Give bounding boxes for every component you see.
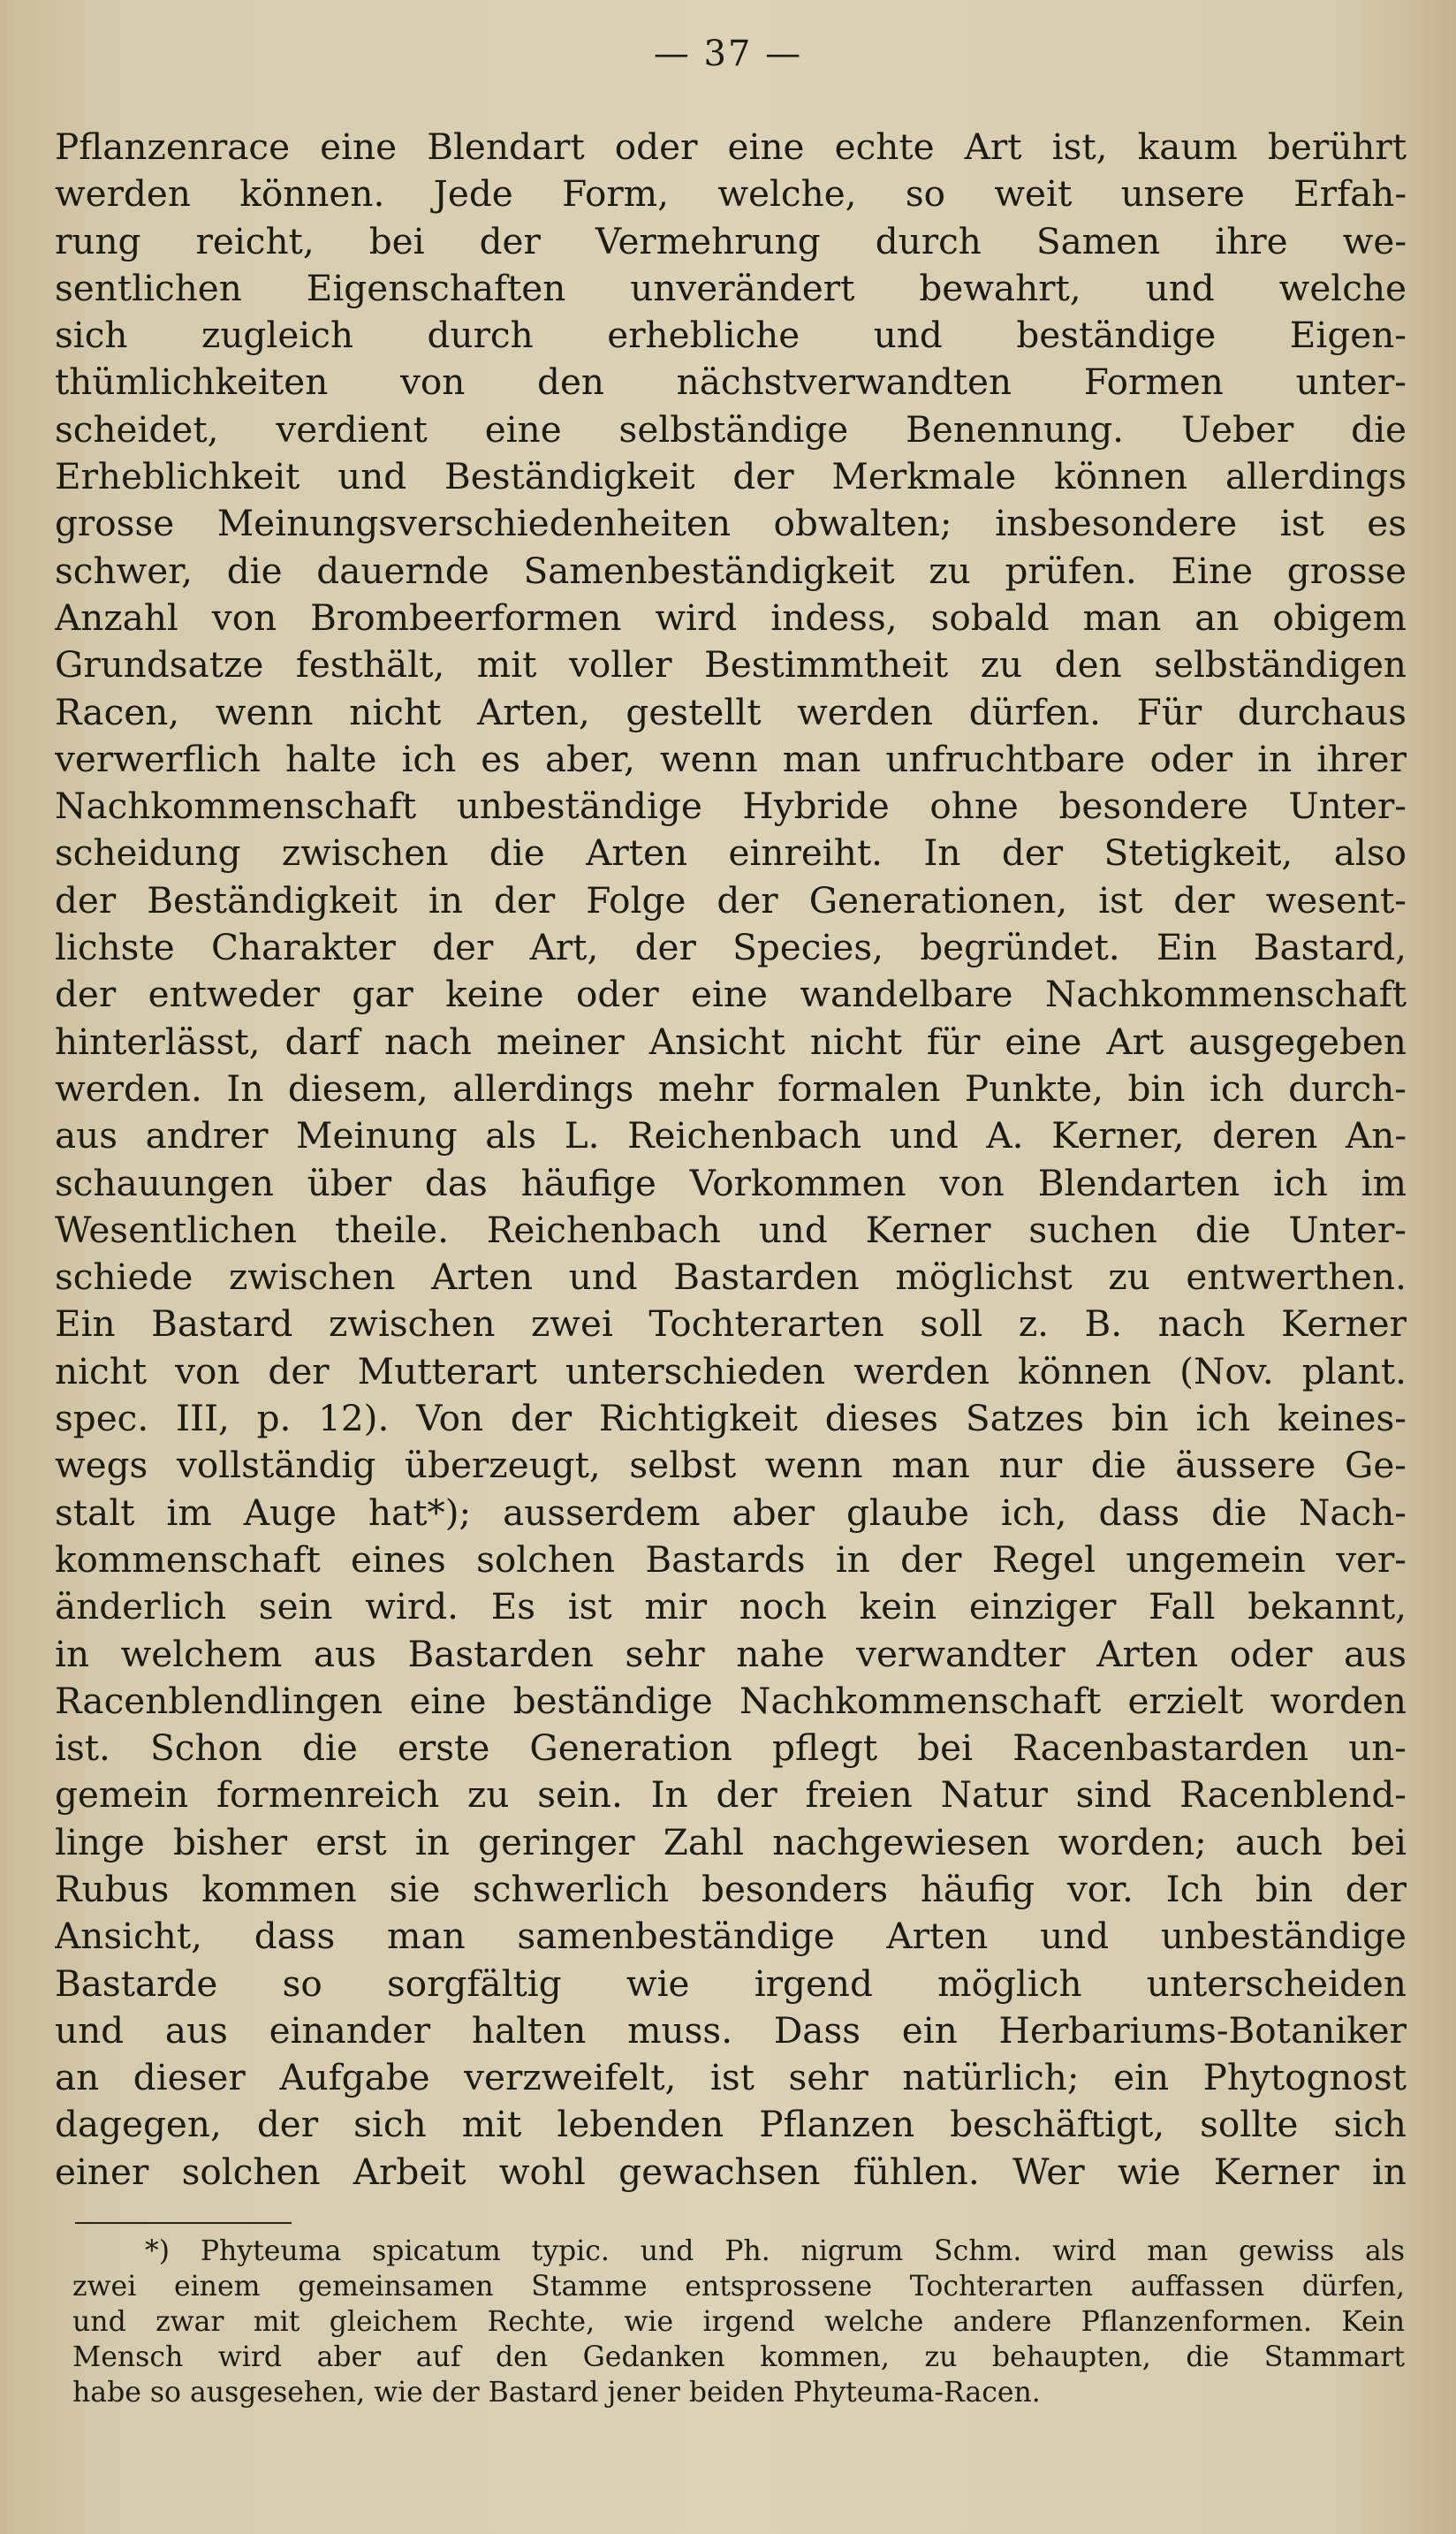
body-line: aus andrer Meinung als L. Reichenbach und A. Kerner, deren An- <box>55 1114 1407 1157</box>
footnote-line: und zwar mit gleichem Rechte, wie irgend welche andere Pflanzenformen. Kein <box>72 2306 1405 2338</box>
body-line: scheidung zwischen die Arten einreiht. In der Stetigkeit, also <box>55 831 1407 875</box>
body-line: scheidet, verdient eine selbständige Benennung. Ueber die <box>55 407 1407 451</box>
body-line: grosse Meinungsverschiedenheiten obwalten; insbesondere ist es <box>55 502 1407 545</box>
body-line: sich zugleich durch erhebliche und beständige Eigen- <box>55 314 1407 357</box>
body-line: dagegen, der sich mit lebenden Pflanzen beschäftigt, sollte sich <box>55 2103 1407 2146</box>
body-line: Racen, wenn nicht Arten, gestellt werden dürfen. Für durchaus <box>55 690 1407 733</box>
body-line: nicht von der Mutterart unterschieden werden können (Nov. plant. <box>55 1349 1407 1392</box>
body-line: rung reicht, bei der Vermehrung durch Samen ihre we- <box>55 219 1407 262</box>
footnote-line: habe so ausgesehen, wie der Bastard jener beiden Phyteuma-Racen. <box>72 2377 1041 2409</box>
body-line: spec. III, p. 12). Von der Richtigkeit dieses Satzes bin ich keines- <box>55 1397 1407 1440</box>
body-line: kommenschaft eines solchen Bastards in der Regel ungemein ver- <box>55 1537 1407 1581</box>
body-line: ist. Schon die erste Generation pflegt bei Racenbastarden un- <box>55 1726 1407 1770</box>
body-line: Grundsatze festhält, mit voller Bestimmtheit zu den selbständigen <box>55 643 1407 687</box>
footnote-line: zwei einem gemeinsamen Stamme entsprossene Tochterarten auffassen dürfen, <box>72 2271 1405 2303</box>
body-line: schauungen über das häufige Vorkommen von Blendarten ich im <box>55 1161 1407 1204</box>
footnote-line: *) Phyteuma spicatum typic. und Ph. nigrum Schm. wird man gewiss als <box>145 2235 1405 2267</box>
body-line: und aus einander halten muss. Dass ein Herbariums-Botaniker <box>55 2008 1407 2052</box>
body-line: linge bisher erst in geringer Zahl nachgewiesen worden; auch bei <box>55 1820 1407 1863</box>
body-line: einer solchen Arbeit wohl gewachsen fühlen. Wer wie Kerner in <box>55 2150 1407 2193</box>
body-line: schwer, die dauernde Samenbeständigkeit zu prüfen. Eine grosse <box>55 549 1407 592</box>
body-line: an dieser Aufgabe verzweifelt, ist sehr natürlich; ein Phytognost <box>55 2056 1407 2099</box>
body-line: stalt im Auge hat*); ausserdem aber glaube ich, dass die Nach- <box>55 1491 1407 1534</box>
body-line: änderlich sein wird. Es ist mir noch kein einziger Fall bekannt, <box>55 1585 1407 1628</box>
body-line: Ein Bastard zwischen zwei Tochterarten soll z. B. nach Kerner <box>55 1302 1407 1346</box>
body-line: Wesentlichen theile. Reichenbach und Kerner suchen die Unter- <box>55 1208 1407 1251</box>
body-line: Racenblendlingen eine beständige Nachkommenschaft erzielt worden <box>55 1679 1407 1722</box>
body-line: thümlichkeiten von den nächstverwandten Formen unter- <box>55 360 1407 404</box>
body-line: Erheblichkeit und Beständigkeit der Merkmale können allerdings <box>55 455 1407 498</box>
body-line: der entweder gar keine oder eine wandelbare Nachkommenschaft <box>55 973 1407 1016</box>
body-line: Rubus kommen sie schwerlich besonders häufig vor. Ich bin der <box>55 1867 1407 1910</box>
footnote <box>72 2234 1405 2410</box>
body-line: lichste Charakter der Art, der Species, begründet. Ein Bastard, <box>55 926 1407 969</box>
body-line: Pflanzenrace eine Blendart oder eine echte Art ist, kaum berührt <box>55 125 1407 168</box>
body-line: werden. In diesem, allerdings mehr formalen Punkte, bin ich durch- <box>55 1066 1407 1110</box>
body-line: Ansicht, dass man samenbeständige Arten und unbeständige <box>55 1915 1407 1958</box>
body-text <box>55 124 1407 2196</box>
footnote-line: Mensch wird aber auf den Gedanken kommen, zu behaupten, die Stammart <box>72 2341 1405 2373</box>
body-line: in welchem aus Bastarden sehr nahe verwandter Arten oder aus <box>55 1632 1407 1675</box>
body-line: werden können. Jede Form, welche, so weit unsere Erfah- <box>55 172 1407 216</box>
footnote-divider <box>75 2222 292 2224</box>
body-line: verwerflich halte ich es aber, wenn man unfruchtbare oder in ihrer <box>55 737 1407 780</box>
body-line: hinterlässt, darf nach meiner Ansicht nicht für eine Art ausgegeben <box>55 1020 1407 1063</box>
body-line: sentlichen Eigenschaften unverändert bewahrt, und welche <box>55 266 1407 309</box>
body-line: schiede zwischen Arten und Bastarden möglichst zu entwerthen. <box>55 1256 1407 1299</box>
body-line: Nachkommenschaft unbeständige Hybride ohne besondere Unter- <box>55 785 1407 828</box>
body-line: der Beständigkeit in der Folge der Generationen, ist der wesent- <box>55 878 1407 922</box>
body-line: gemein formenreich zu sein. In der freien Natur sind Racenblend- <box>55 1773 1407 1817</box>
page-number: — 37 — <box>653 34 803 74</box>
body-line: Bastarde so sorgfältig wie irgend möglich unterscheiden <box>55 1961 1407 2005</box>
body-line: wegs vollständig überzeugt, selbst wenn man nur die äussere Ge- <box>55 1444 1407 1487</box>
body-line: Anzahl von Brombeerformen wird indess, sobald man an obigem <box>55 596 1407 639</box>
